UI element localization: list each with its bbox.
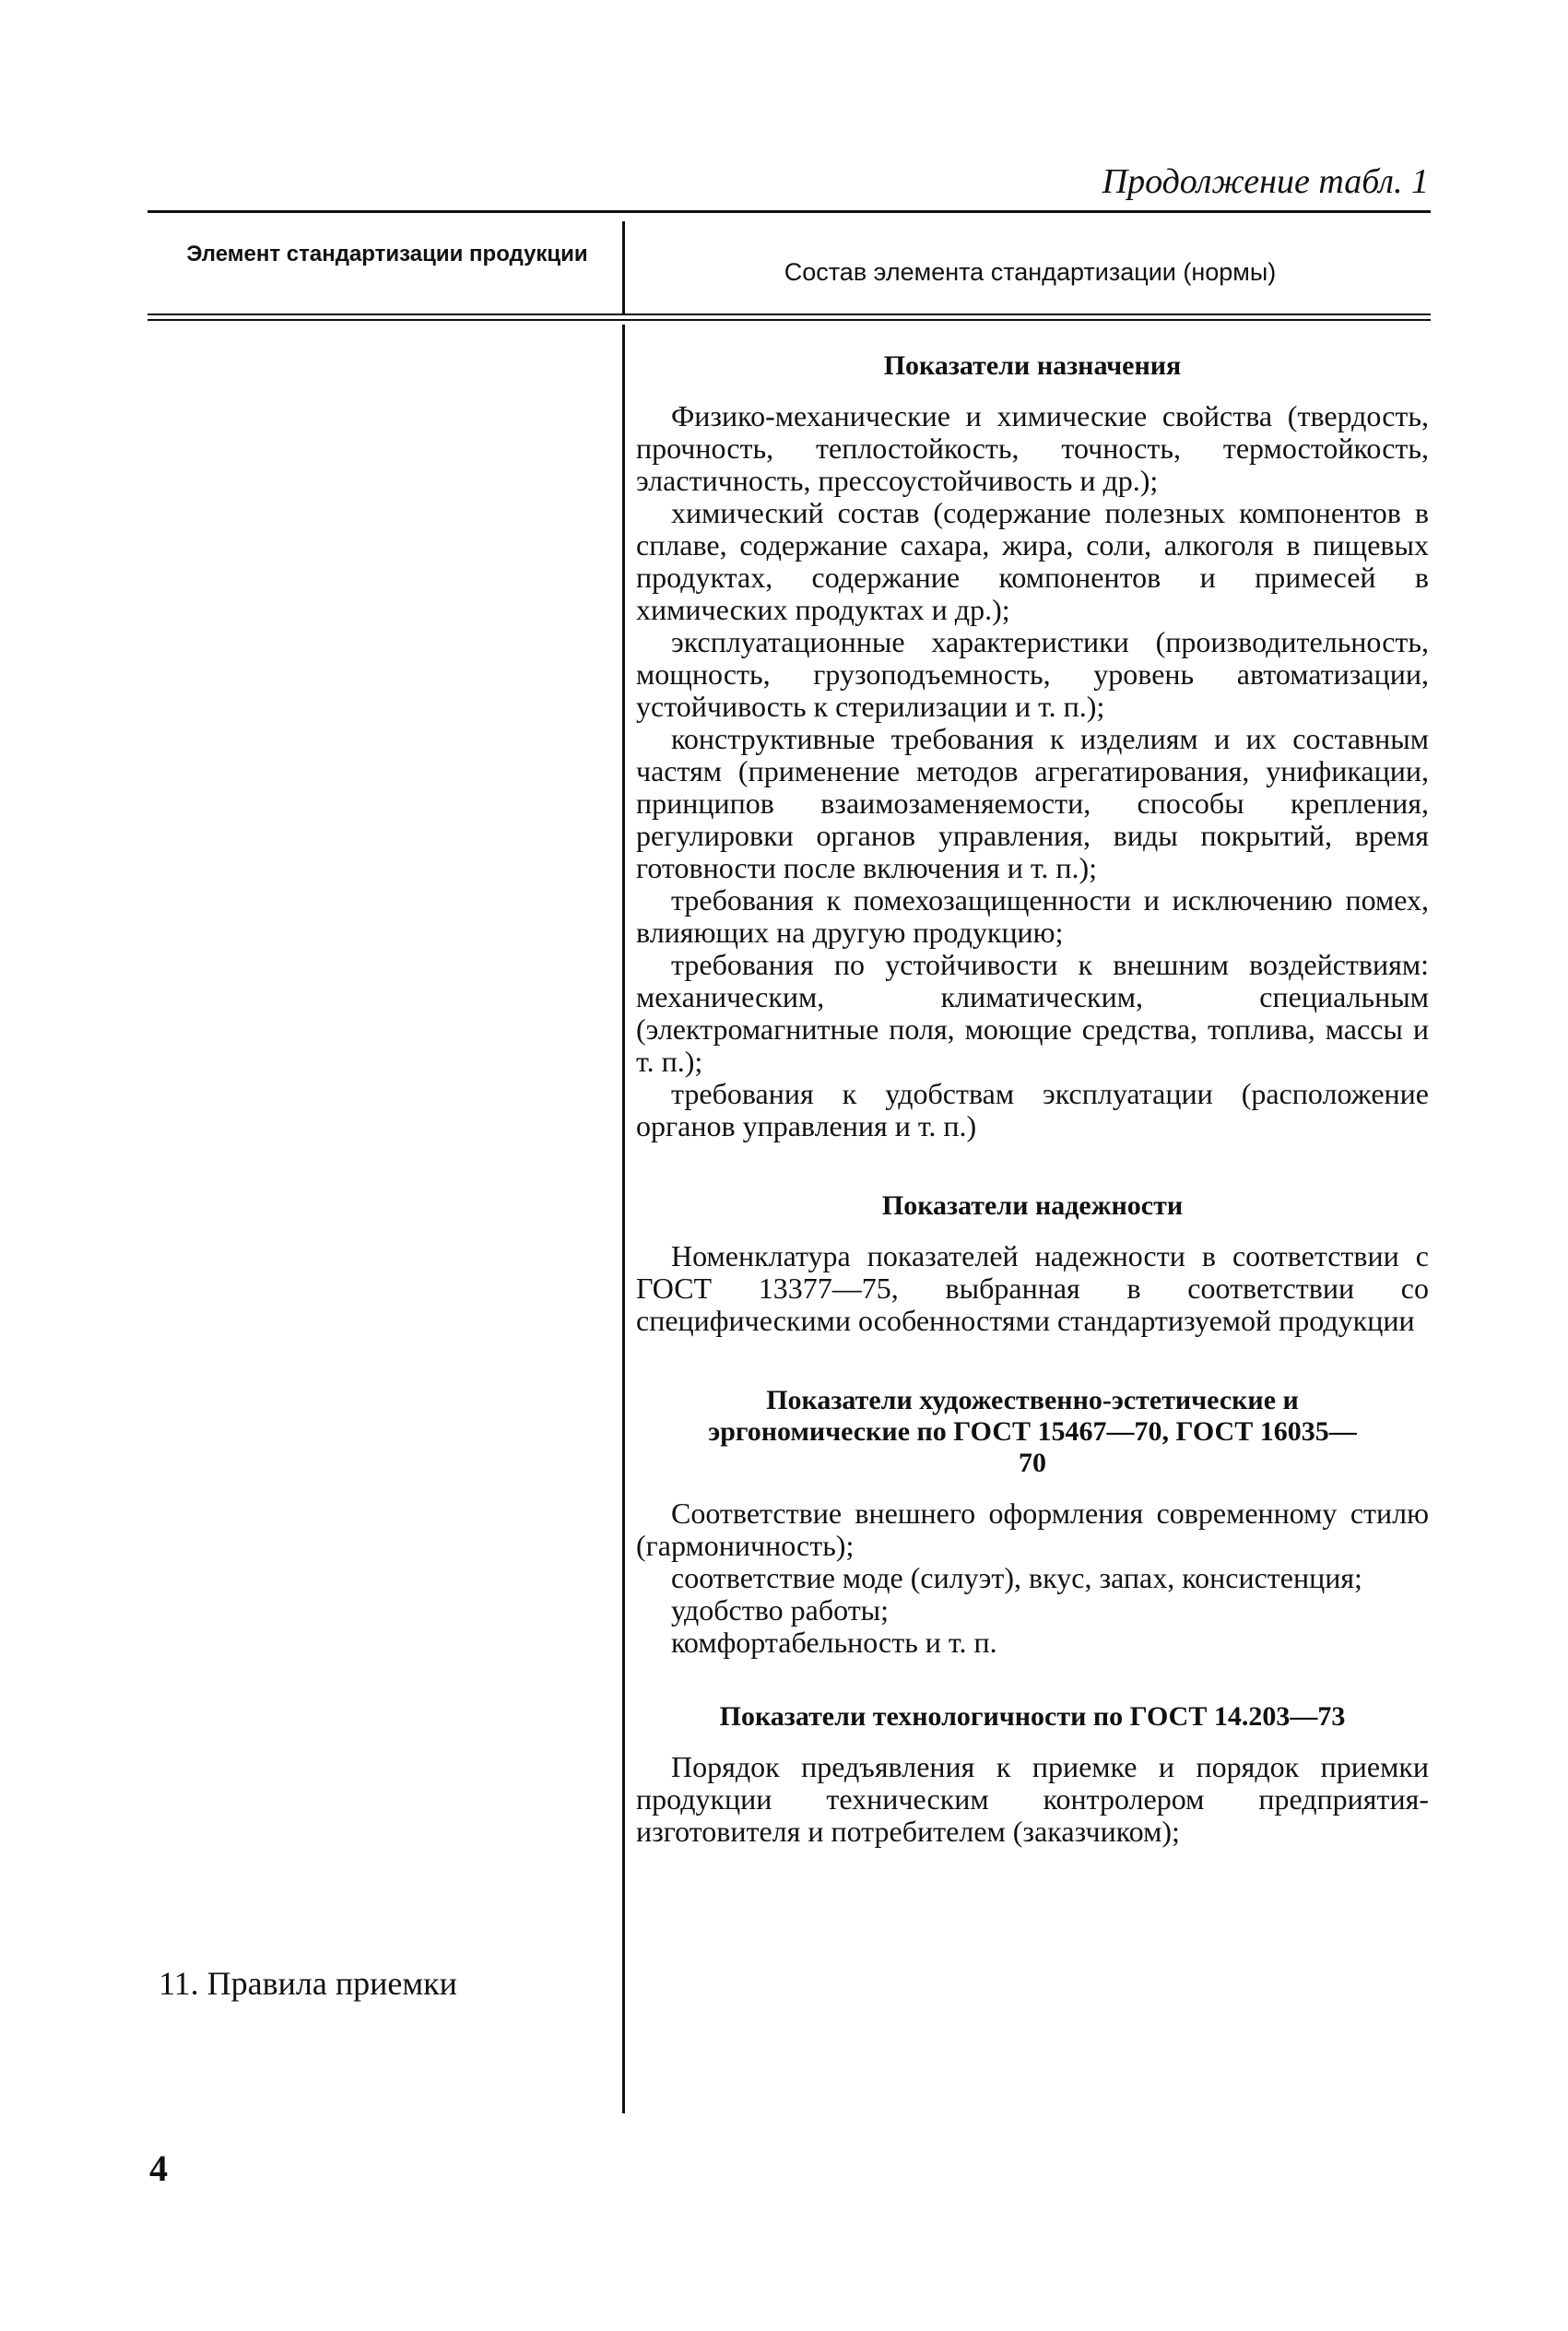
column-header-composition: Состав элемента стандартизации (нормы) [784,258,1277,286]
section-title: Показатели художественно-эстетические и эргономические по ГОСТ 15467—70, ГОСТ 16035—70 [708,1385,1357,1478]
paragraph: Соответствие внешнего оформления современному стилю (гармоничность); [636,1497,1429,1562]
column-divider [622,325,625,2113]
header-column-divider [622,221,625,314]
section-title: Показатели технологичности по ГОСТ 14.203—73 [719,1701,1346,1732]
paragraph: Номенклатура показателей надежности в соответствии с ГОСТ 13377—75, выбранная в соответствии со специфическими особенностями стандартизуемой продукции [636,1239,1429,1337]
table-top-rule [147,210,1431,213]
section-aesthetic [636,1385,1429,1659]
section-technology [636,1701,1429,1848]
paragraph: требования по устойчивости к внешним воздействиям: механическим, климатическим, специальным (электромагнитные поля, моющие средства, топлива, массы и т. п.); [636,948,1429,1078]
paragraph: Физико-механические и химические свойства (твердость, прочность, теплостойкость, точность, термостойкость, эластичность, прессоустойчивость и др.); [636,399,1429,497]
section-title: Показатели надежности [881,1190,1184,1221]
header-rule-1 [147,314,1431,315]
paragraph: эксплуатационные характеристики (производительность, мощность, грузоподъемность, уровень автоматизации, устойчивость к стерилизации и т. п.); [636,625,1429,723]
paragraph: требования к помехозащищенности и исключению помех, влияющих на другую продукцию; [636,883,1429,949]
paragraph: удобство работы; [671,1593,890,1627]
paragraph: конструктивные требования к изделиям и их составным частям (применение методов агрегатирования, унификации, принципов взаимозаменяемости, способы крепления, регулировки органов управления, виды покрытий, время готовности после включения и т. п.); [636,722,1429,884]
section-purpose [636,350,1429,1142]
paragraph: соответствие моде (силуэт), вкус, запах, консистенция; [671,1561,1362,1594]
section-title: Показатели назначения [883,350,1182,381]
paragraph: комфортабельность и т. п. [671,1626,997,1659]
section-reliability [636,1190,1429,1337]
header-rule-2 [147,319,1431,321]
continuation-label: Продолжение табл. 1 [1102,162,1429,201]
column-header-element: Элемент стандартизации продукции [186,242,588,266]
paragraph: Порядок предъявления к приемке и порядок приемки продукции техническим контролером предприятия-изготовителя и потребителем (заказчиком); [636,1750,1429,1848]
paragraph: требования к удобствам эксплуатации (расположение органов управления и т. п.) [636,1077,1429,1142]
paragraph: химический состав (содержание полезных компонентов в сплаве, содержание сахара, жира, соли, алкоголя в пищевых продуктах, содержание компонентов и примесей в химических продуктах и др.); [636,496,1429,626]
page-number: 4 [149,2148,168,2189]
composition-column [636,350,1429,1848]
element-item-acceptance-rules: 11. Правила приемки [159,1965,457,2002]
